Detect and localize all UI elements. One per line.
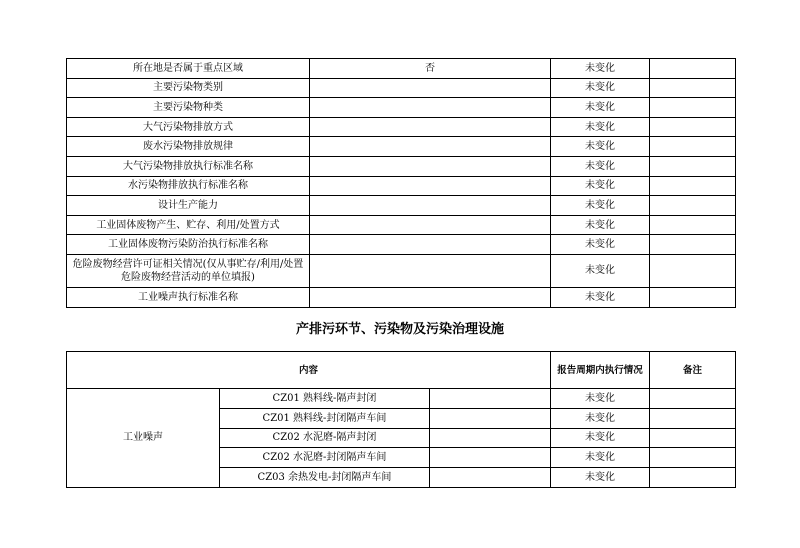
table-row: [67, 287, 736, 307]
row-status: 未变化: [551, 137, 650, 157]
row-label: 主要污染物种类: [67, 98, 310, 118]
header-content: 内容: [67, 352, 551, 389]
row-label: 工业噪声执行标准名称: [67, 287, 310, 307]
row-extra: [430, 408, 551, 428]
row-status: 未变化: [551, 215, 650, 235]
section-title: 产排污环节、污染物及污染治理设施: [295, 322, 504, 337]
row-status: 未变化: [551, 287, 650, 307]
row-note: [650, 408, 736, 428]
row-value: [310, 117, 551, 137]
row-label: 工业固体废物产生、贮存、利用/处置方式: [67, 215, 310, 235]
row-value: [310, 235, 551, 255]
table-row: [67, 78, 736, 98]
group-label: 工业噪声: [67, 389, 220, 488]
row-label: 废水污染物排放规律: [67, 137, 310, 157]
row-status: 未变化: [551, 98, 650, 118]
row-note: [650, 98, 736, 118]
row-status: 未变化: [551, 196, 650, 216]
row-value: [310, 196, 551, 216]
facilities-table: [66, 351, 736, 488]
row-note: [650, 254, 736, 287]
row-value: [310, 98, 551, 118]
row-status: 未变化: [551, 176, 650, 196]
row-status: 未变化: [551, 78, 650, 98]
row-item: CZ02 水泥磨-隔声封闭: [220, 428, 430, 448]
row-label: 大气污染物排放方式: [67, 117, 310, 137]
row-status: 未变化: [551, 389, 650, 409]
row-value: 否: [310, 59, 551, 79]
row-note: [650, 215, 736, 235]
row-extra: [430, 389, 551, 409]
row-status: 未变化: [551, 468, 650, 488]
row-status: 未变化: [551, 428, 650, 448]
row-status: 未变化: [551, 408, 650, 428]
row-item: CZ02 水泥磨-封闭隔声车间: [220, 448, 430, 468]
row-label: 水污染物排放执行标准名称: [67, 176, 310, 196]
row-note: [650, 137, 736, 157]
row-extra: [430, 428, 551, 448]
table-row: [67, 117, 736, 137]
table-header-row: [67, 352, 736, 389]
table-row: [67, 137, 736, 157]
row-status: 未变化: [551, 59, 650, 79]
row-label: 大气污染物排放执行标准名称: [67, 156, 310, 176]
row-note: [650, 176, 736, 196]
row-status: 未变化: [551, 117, 650, 137]
row-value: [310, 254, 551, 287]
row-value: [310, 137, 551, 157]
header-status: 报告周期内执行情况: [551, 352, 650, 389]
table-row: [67, 59, 736, 79]
row-status: 未变化: [551, 254, 650, 287]
row-note: [650, 59, 736, 79]
row-value: [310, 215, 551, 235]
table-row: [67, 254, 736, 287]
row-extra: [430, 468, 551, 488]
row-value: [310, 156, 551, 176]
row-value: [310, 287, 551, 307]
row-item: CZ01 熟料线-隔声封闭: [220, 389, 430, 409]
row-extra: [430, 448, 551, 468]
table-row: [67, 196, 736, 216]
row-note: [650, 287, 736, 307]
row-note: [650, 428, 736, 448]
row-item: CZ01 熟料线-封闭隔声车间: [220, 408, 430, 428]
row-item: CZ03 余热发电-封闭隔声车间: [220, 468, 430, 488]
row-label: 设计生产能力: [67, 196, 310, 216]
row-note: [650, 156, 736, 176]
row-note: [650, 117, 736, 137]
table-row: [67, 389, 736, 409]
row-value: [310, 78, 551, 98]
row-status: 未变化: [551, 156, 650, 176]
row-label: 所在地是否属于重点区域: [67, 59, 310, 79]
row-note: [650, 468, 736, 488]
info-table: [66, 58, 736, 308]
row-note: [650, 78, 736, 98]
row-status: 未变化: [551, 235, 650, 255]
table-row: [67, 215, 736, 235]
row-note: [650, 448, 736, 468]
row-note: [650, 235, 736, 255]
table-row: [67, 98, 736, 118]
table-row: [67, 176, 736, 196]
row-label: 危险废物经营许可证相关情况(仅从事贮存/利用/处置危险废物经营活动的单位填报): [67, 254, 310, 287]
row-note: [650, 196, 736, 216]
row-value: [310, 176, 551, 196]
row-status: 未变化: [551, 448, 650, 468]
table-row: [67, 156, 736, 176]
row-label: 主要污染物类别: [67, 78, 310, 98]
row-note: [650, 389, 736, 409]
row-label: 工业固体废物污染防治执行标准名称: [67, 235, 310, 255]
table-row: [67, 235, 736, 255]
header-note: 备注: [650, 352, 736, 389]
